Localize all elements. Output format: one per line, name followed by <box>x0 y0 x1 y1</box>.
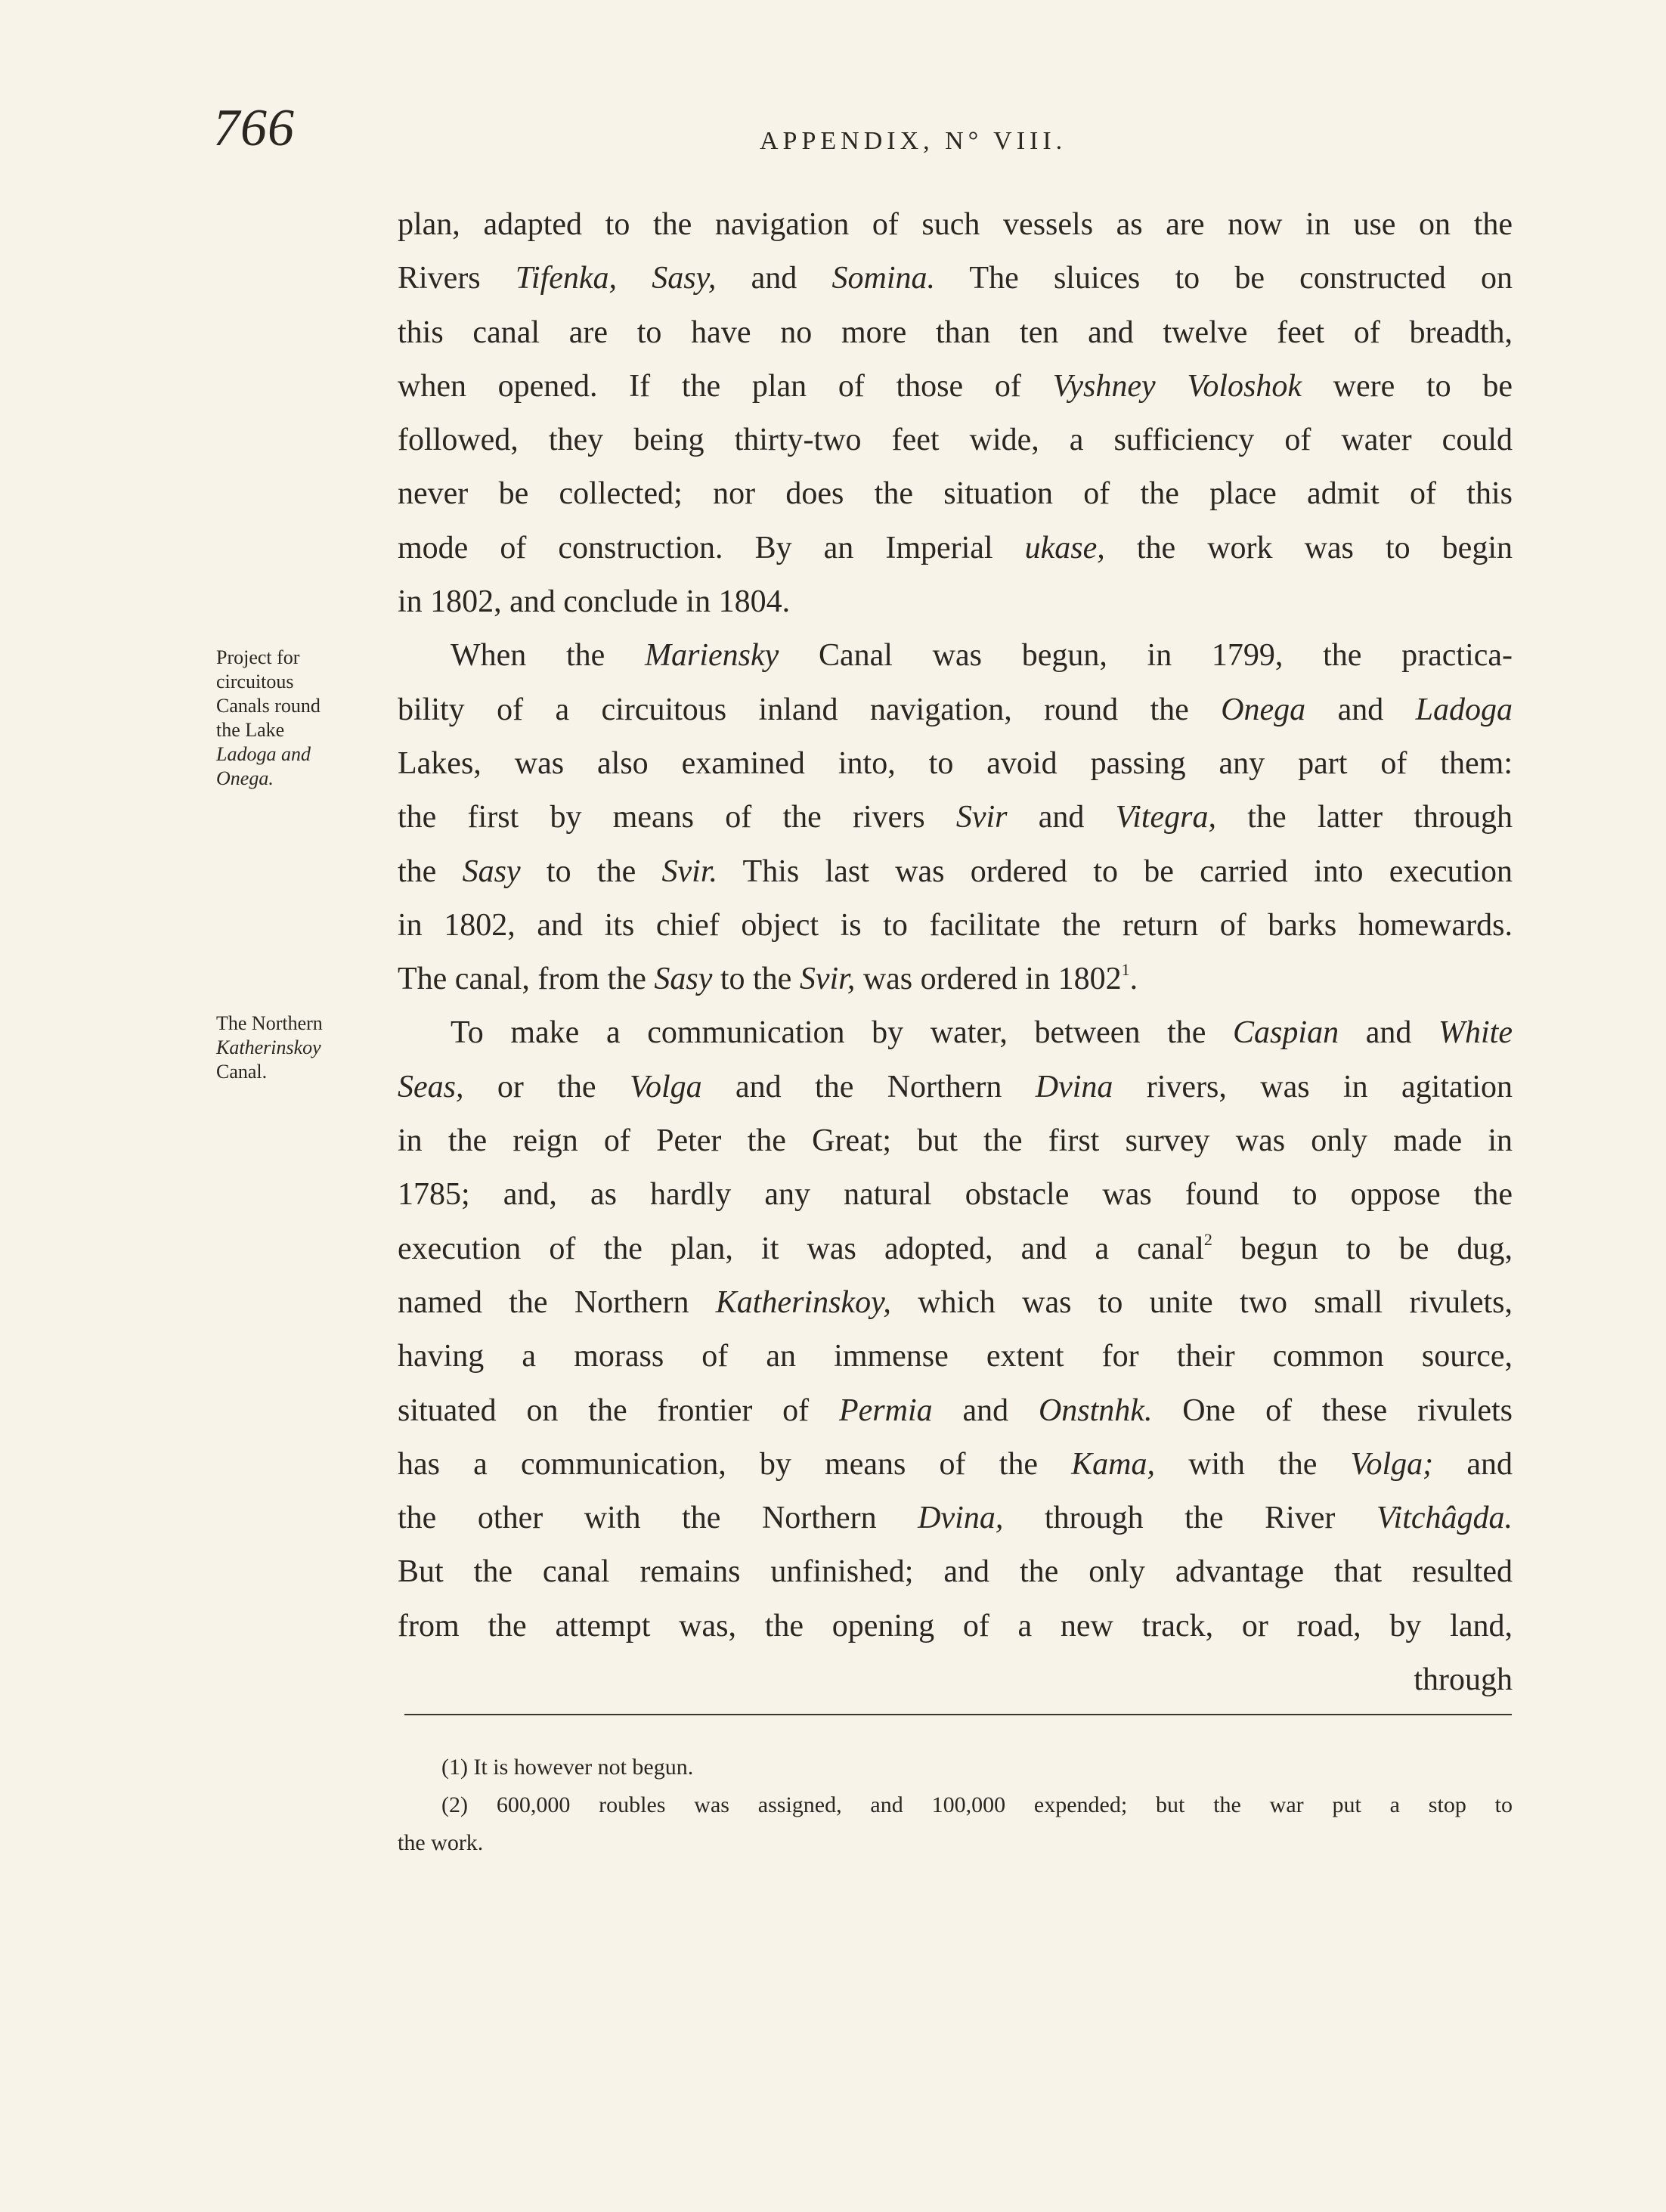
sidenote-line: Canal. <box>216 1061 268 1083</box>
sidenote-line: The Northern <box>216 1012 323 1034</box>
footnote-1: (1) It is however not begun. <box>441 1755 694 1780</box>
page-number: 766 <box>213 99 295 157</box>
sidenote-line: Ladoga and <box>216 743 311 765</box>
text-line: has a communication, by means of the Kama, with the Volga; and <box>398 1446 1513 1482</box>
sidenote-project-canals <box>216 646 382 791</box>
text-line: plan, adapted to the navigation of such vessels as are now in use on the <box>398 207 1513 242</box>
text-line: Seas, or the Volga and the Northern Dvina rivers, was in agitation <box>398 1069 1513 1104</box>
text-line: bility of a circuitous inland navigation, round the Onega and Ladoga <box>398 692 1513 727</box>
text-line: To make a communication by water, between the Caspian and White <box>451 1015 1513 1051</box>
text-line: in 1802, and its chief object is to facilitate the return of barks homewards. <box>398 907 1513 943</box>
sidenote-northern-canal <box>216 1012 382 1084</box>
text-line: when opened. If the plan of those of Vyshney Voloshok were to be <box>398 368 1513 404</box>
text-line: followed, they being thirty-two feet wide, a sufficiency of water could <box>398 423 1513 458</box>
sidenote-line: circuitous <box>216 671 294 692</box>
footnote-2-continued: the work. <box>398 1830 484 1855</box>
text-line: Rivers Tifenka, Sasy, and Somina. The sluices to be constructed on <box>398 261 1513 296</box>
text-line: When the Mariensky Canal was begun, in 1799, the practica- <box>451 638 1513 674</box>
text-line: mode of construction. By an Imperial ukase, the work was to begin <box>398 530 1513 565</box>
text-line: 1785; and, as hardly any natural obstacle was found to oppose the <box>398 1177 1513 1213</box>
footnote-ref-1: 1 <box>1121 960 1130 980</box>
text-line: situated on the frontier of Permia and Onstnhk. One of these rivulets <box>398 1393 1513 1428</box>
text-line: in the reign of Peter the Great; but the first survey was only made in <box>398 1123 1513 1159</box>
text-line: the Sasy to the Svir. This last was ordered to be carried into execution <box>398 854 1513 889</box>
text-line: the first by means of the rivers Svir and Vitegra, the latter through <box>398 800 1513 835</box>
sidenote-line: Katherinskoy <box>216 1036 321 1058</box>
text-line: this canal are to have no more than ten and twelve feet of breadth, <box>398 314 1513 350</box>
footnote-2: (2) 600,000 roubles was assigned, and 100,000 expended; but the war put a stop to <box>441 1792 1513 1817</box>
text-line: execution of the plan, it was adopted, and a canal$^2$ begun to be dug, <box>398 1229 1513 1266</box>
footnote-rule <box>404 1714 1512 1715</box>
sidenote-line: Canals round <box>216 695 321 717</box>
footnotes <box>398 1749 1513 1862</box>
catchword: through <box>1414 1662 1513 1698</box>
text-line: from the attempt was, the opening of a new track, or road, by land, <box>398 1608 1513 1644</box>
text-line: having a morass of an immense extent for their common source, <box>398 1339 1513 1374</box>
text-line: The canal, from the Sasy to the Svir, was ordered in 1802$^1$. <box>398 960 1138 997</box>
text-line: the other with the Northern Dvina, through the River Vitchâgda. <box>398 1501 1513 1536</box>
sidenote-line: Onega. <box>216 767 274 789</box>
text-line: But the canal remains unfinished; and the only advantage that resulted <box>398 1554 1513 1590</box>
text-line: in 1802, and conclude in 1804. <box>398 584 791 620</box>
sidenote-line: Project for <box>216 646 300 668</box>
text-line: named the Northern Katherinskoy, which was to unite two small rivulets, <box>398 1284 1513 1320</box>
sidenote-line: the Lake <box>216 719 285 741</box>
body-text <box>398 198 1513 1707</box>
text-line: never be collected; nor does the situation of the place admit of this <box>398 476 1513 512</box>
text-line: Lakes, was also examined into, to avoid passing any part of them: <box>398 745 1513 781</box>
running-head: APPENDIX, N° VIII. <box>760 127 1067 155</box>
footnote-ref-2: 2 <box>1203 1229 1212 1249</box>
